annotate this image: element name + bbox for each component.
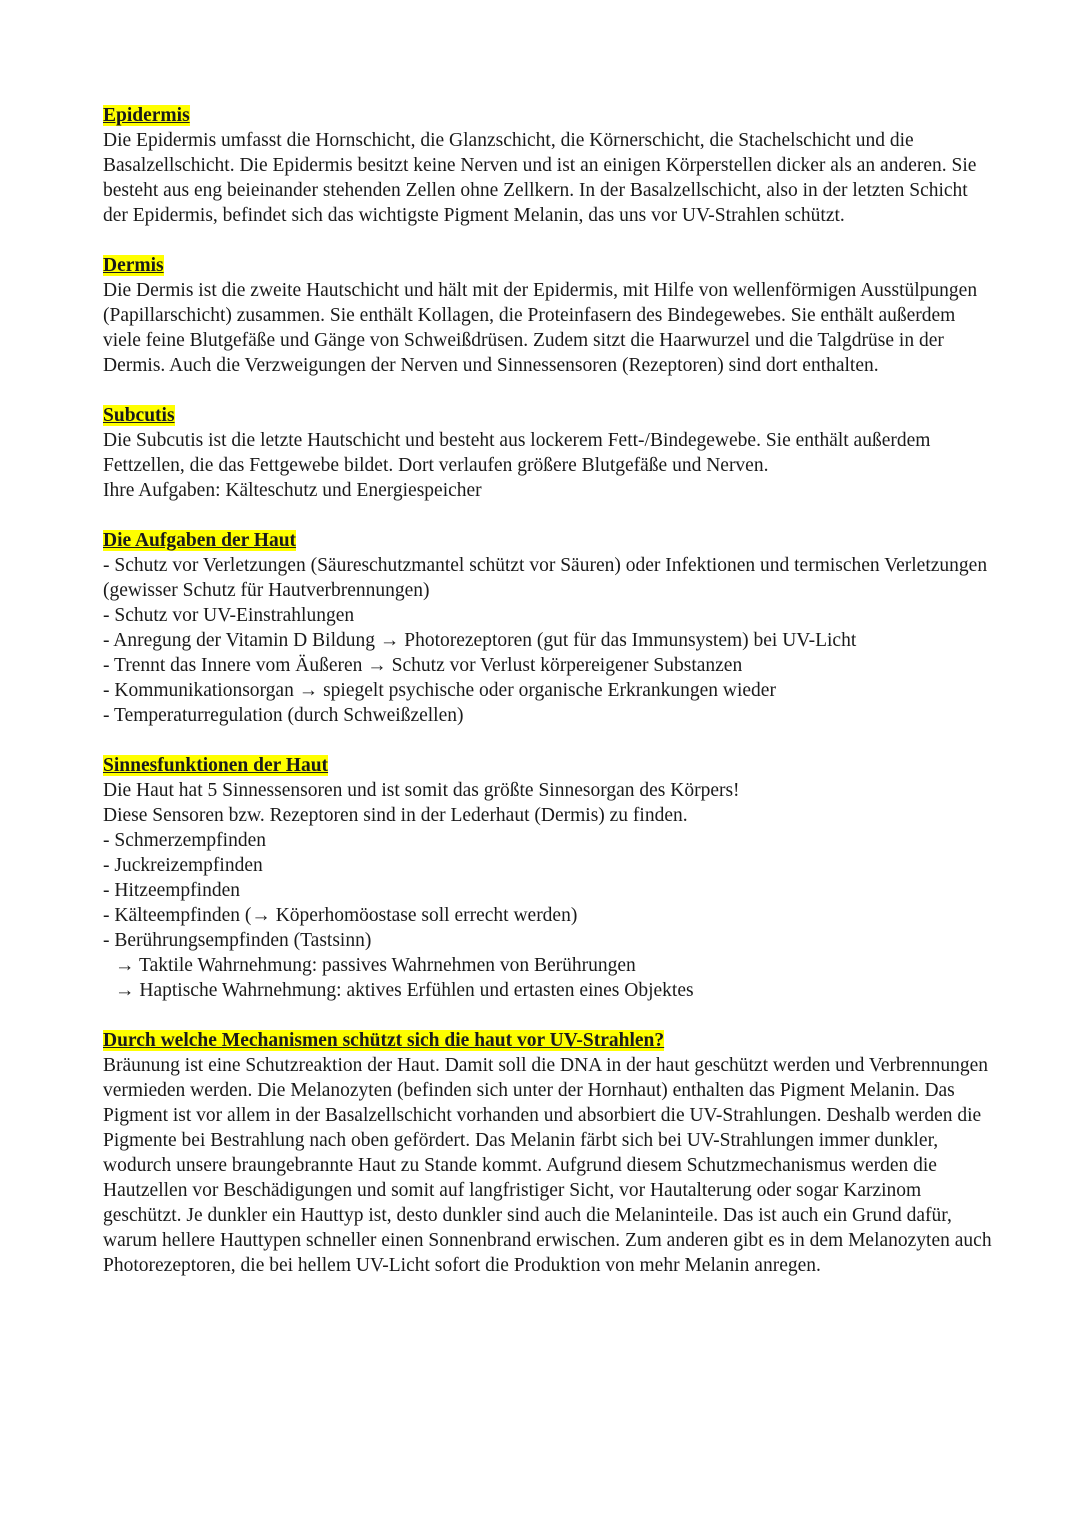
section-epidermis [103,103,993,228]
list-item: - Kälteempfinden (→ Köperhomöostase soll errecht werden) [103,905,578,926]
document-page [103,103,993,1303]
paragraph-sinne-sensoren: Diese Sensoren bzw. Rezeptoren sind in der Lederhaut (Dermis) zu finden. [103,805,688,826]
list-item: - Juckreizempfinden [103,855,263,876]
heading-aufgaben: Die Aufgaben der Haut [103,530,297,551]
aufgaben-list [103,553,993,728]
paragraph-dermis: Die Dermis ist die zweite Hautschicht und hält mit der Epidermis, mit Hilfe von wellenförmigen Ausstülpungen (Papillarschicht) zusammen. Sie enthält Kollagen, die Proteinfasern des Bindegewebes. Sie enthält außerdem viele feine Blutgefäße und Gänge von Schweißdrüsen. Zudem sitzt die Haarwurzel und die Talgdrüse in der Dermis. Auch die Verzweigungen der Nerven und Sinnessensoren (Rezeptoren) sind dort enthalten. [103,280,978,376]
paragraph-subcutis: Die Subcutis ist die letzte Hautschicht und besteht aus lockerem Fett-/Bindegewebe. Sie enthält außerdem Fettzellen, die das Fettgewebe bildet. Dort verlaufen größere Blutgefäße und Nerven. [103,430,931,476]
sinne-list [103,828,993,1003]
section-aufgaben [103,528,993,728]
section-subcutis [103,403,993,503]
paragraph-sinne-intro: Die Haut hat 5 Sinnessensoren und ist somit das größte Sinnesorgan des Körpers! [103,780,740,801]
paragraph-epidermis: Die Epidermis umfasst die Hornschicht, die Glanzschicht, die Körnerschicht, die Stachelschicht und die Basalzellschicht. Die Epidermis besitzt keine Nerven und ist an einigen Körperstellen dicker als an anderen. Sie besteht aus eng beieinander stehenden Zellen ohne Zellkern. In der Basalzellschicht, also in der letzten Schicht der Epidermis, befindet sich das wichtigste Pigment Melanin, das uns vor UV-Strahlen schützt. [103,130,977,226]
list-item: - Berührungsempfinden (Tastsinn) [103,930,372,951]
list-item: - Temperaturregulation (durch Schweißzellen) [103,705,464,726]
heading-uv-schutz: Durch welche Mechanismen schützt sich die haut vor UV-Strahlen? [103,1030,665,1051]
list-item: - Schutz vor Verletzungen (Säureschutzmantel schützt vor Säuren) oder Infektionen und termischen Verletzungen (gewisser Schutz für Hautverbrennungen) [103,555,988,601]
heading-dermis: Dermis [103,255,164,276]
list-item: - Schmerzempfinden [103,830,266,851]
paragraph-subcutis-tasks: Ihre Aufgaben: Kälteschutz und Energiespeicher [103,480,482,501]
list-item: - Hitzeempfinden [103,880,240,901]
sub-list-item: → Haptische Wahrnehmung: aktives Erfühlen und ertasten eines Objektes [115,980,694,1001]
heading-epidermis: Epidermis [103,105,190,126]
sub-list-item: → Taktile Wahrnehmung: passives Wahrnehmen von Berührungen [115,955,636,976]
section-dermis [103,253,993,378]
list-item: - Trennt das Innere vom Äußeren → Schutz vor Verlust körpereigener Substanzen [103,655,743,676]
section-uv-schutz [103,1028,993,1278]
heading-sinnesfunktionen: Sinnesfunktionen der Haut [103,755,329,776]
heading-subcutis: Subcutis [103,405,175,426]
list-item: - Anregung der Vitamin D Bildung → Photorezeptoren (gut für das Immunsystem) bei UV-Licht [103,630,857,651]
section-sinnesfunktionen [103,753,993,1003]
list-item: - Kommunikationsorgan → spiegelt psychische oder organische Erkrankungen wieder [103,680,776,701]
paragraph-uv-schutz: Bräunung ist eine Schutzreaktion der Haut. Damit soll die DNA in der haut geschützt werden und Verbrennungen vermieden werden. Die Melanozyten (befinden sich unter der Hornhaut) enthalten das Pigment Melanin. Das Pigment ist vor allem in der Basalzellschicht vorhanden und absorbiert die UV-Strahlungen. Deshalb werden die Pigmente bei Bestrahlung nach oben gefördert. Das Melanin färbt sich bei UV-Strahlungen immer dunkler, wodurch unsere braungebrannte Haut zu Stande kommt. Aufgrund diesem Schutzmechanismus werden die Hautzellen vor Beschädigungen und somit auf langfristiger Sicht, vor Hautalterung oder sogar Karzinom geschützt. Je dunkler ein Hauttyp ist, desto dunkler sind auch die Melaninteile. Das ist auch ein Grund dafür, warum hellere Hauttypen schneller einen Sonnenbrand erwischen. Zum anderen gibt es in dem Melanozyten auch Photorezeptoren, die bei hellem UV-Licht sofort die Produktion von mehr Melanin anregen. [103,1055,992,1276]
list-item: - Schutz vor UV-Einstrahlungen [103,605,355,626]
